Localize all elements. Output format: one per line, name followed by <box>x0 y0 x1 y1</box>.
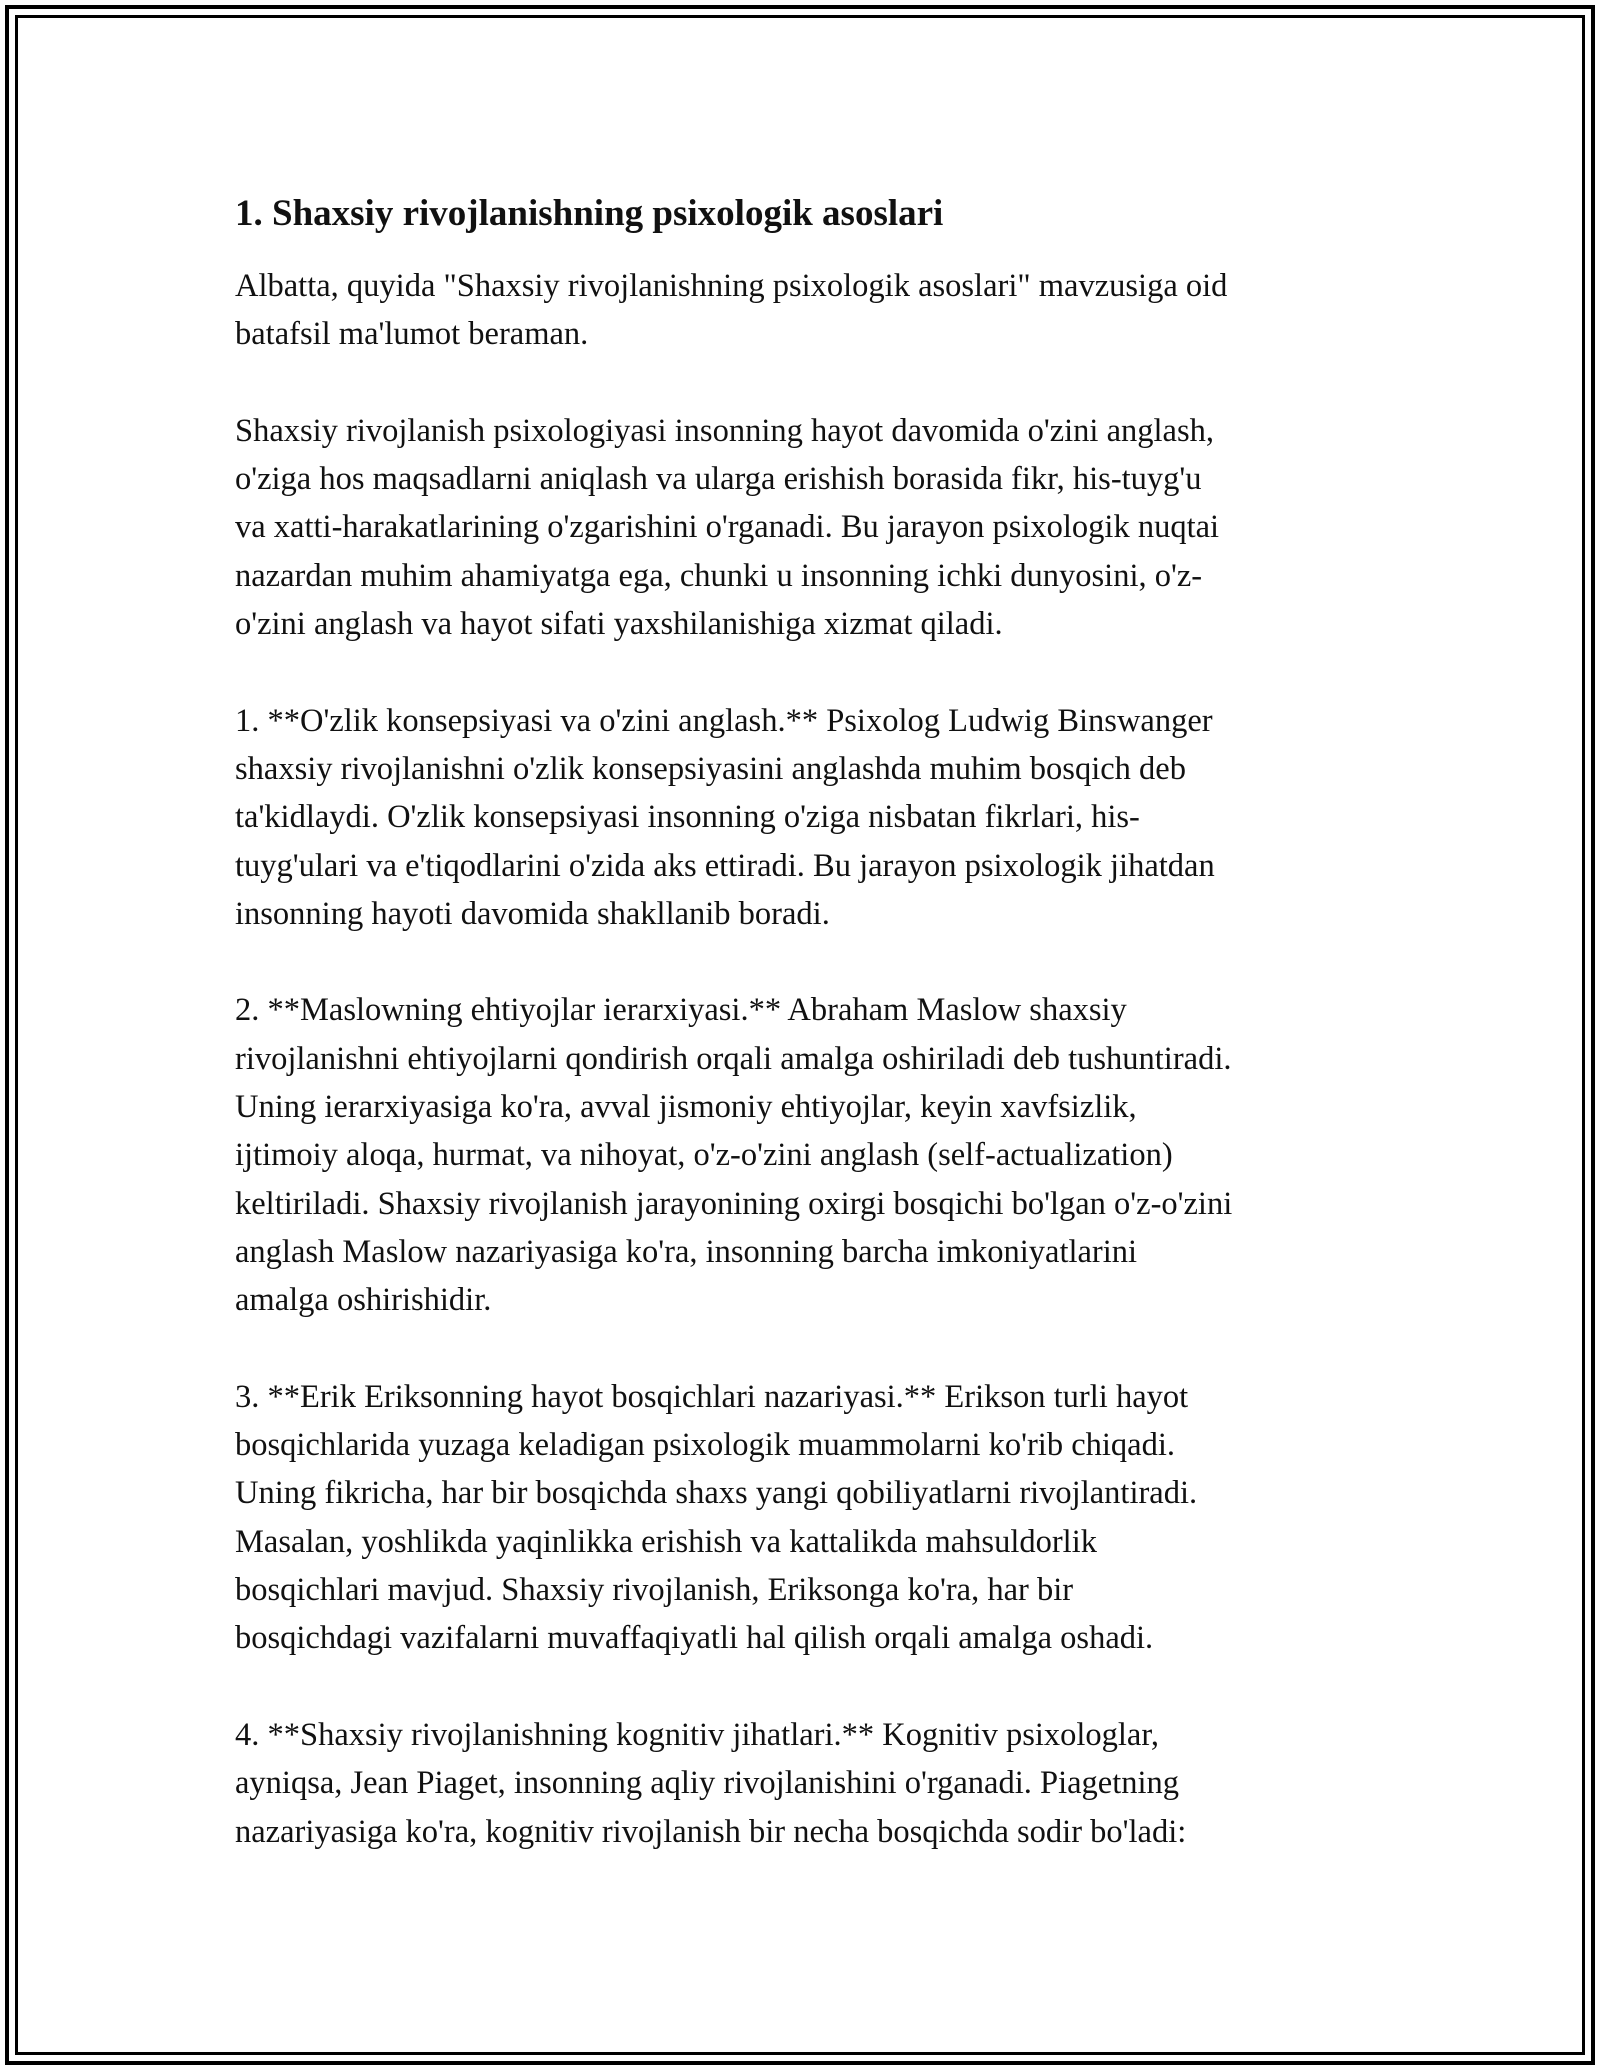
text-line: rivojlanishni ehtiyojlarni qondirish orqali amalga oshiriladi deb tushuntiradi. <box>235 1040 1232 1077</box>
text-line: o'ziga hos maqsadlarni aniqlash va ularga erishish borasida fikr, his-tuyg'u <box>235 461 1202 498</box>
paragraph <box>235 1711 1365 1856</box>
text-line: 3. **Erik Eriksonning hayot bosqichlari nazariyasi.** Erikson turli hayot <box>235 1378 1189 1415</box>
text-line: Uning ierarxiyasiga ko'ra, avval jismoniy ehtiyojlar, keyin xavfsizlik, <box>235 1089 1137 1126</box>
text-line: anglash Maslow nazariyasiga ko'ra, insonning barcha imkoniyatlarini <box>235 1233 1138 1270</box>
text-line: bosqichlari mavjud. Shaxsiy rivojlanish, Eriksonga ko'ra, har bir <box>235 1572 1074 1609</box>
text-line: o'zini anglash va hayot sifati yaxshilanishiga xizmat qiladi. <box>235 606 1003 643</box>
text-line: nazariyasiga ko'ra, kognitiv rivojlanish bir necha bosqichda sodir bo'ladi: <box>235 1813 1187 1850</box>
paragraph <box>235 697 1365 938</box>
text-line: 4. **Shaxsiy rivojlanishning kognitiv jihatlari.** Kognitiv psixologlar, <box>235 1716 1159 1753</box>
text-line: shaxsiy rivojlanishni o'zlik konsepsiyasini anglashda muhim bosqich deb <box>235 750 1186 787</box>
text-line: tuyg'ulari va e'tiqodlarini o'zida aks ettiradi. Bu jarayon psixologik jihatdan <box>235 847 1215 884</box>
text-line: amalga oshirishidir. <box>235 1282 492 1319</box>
text-line: va xatti-harakatlarining o'zgarishini o'rganadi. Bu jarayon psixologik nuqtai <box>235 509 1220 546</box>
document-title: 1. Shaxsiy rivojlanishning psixologik asoslari <box>235 193 944 234</box>
paragraph <box>235 262 1365 359</box>
text-line: bosqichlarida yuzaga keladigan psixologik muammolarni ko'rib chiqadi. <box>235 1427 1175 1464</box>
text-line: Uning fikricha, har bir bosqichda shaxs yangi qobiliyatlarni rivojlantiradi. <box>235 1475 1198 1512</box>
document-body <box>235 190 1365 1904</box>
text-line: batafsil ma'lumot beraman. <box>235 316 589 353</box>
text-line: 2. **Maslowning ehtiyojlar ierarxiyasi.** Abraham Maslow shaxsiy <box>235 992 1127 1029</box>
text-line: 1. **O'zlik konsepsiyasi va o'zini anglash.** Psixolog Ludwig Binswanger <box>235 702 1213 739</box>
text-line: nazardan muhim ahamiyatga ega, chunki u insonning ichki dunyosini, o'z- <box>235 557 1203 594</box>
text-line: ayniqsa, Jean Piaget, insonning aqliy rivojlanishini o'rganadi. Piagetning <box>235 1765 1180 1802</box>
text-line: Shaxsiy rivojlanish psixologiyasi insonning hayot davomida o'zini anglash, <box>235 412 1214 449</box>
paragraph <box>235 407 1365 648</box>
text-line: insonning hayoti davomida shakllanib boradi. <box>235 895 830 932</box>
paragraph <box>235 986 1365 1324</box>
text-line: ijtimoiy aloqa, hurmat, va nihoyat, o'z-o'zini anglash (self-actualization) <box>235 1137 1173 1174</box>
text-line: keltiriladi. Shaxsiy rivojlanish jarayonining oxirgi bosqichi bo'lgan o'z-o'zini <box>235 1185 1233 1222</box>
paragraph <box>235 1373 1365 1663</box>
text-line: Masalan, yoshlikda yaqinlikka erishish va kattalikda mahsuldorlik <box>235 1523 1097 1560</box>
text-line: bosqichdagi vazifalarni muvaffaqiyatli hal qilish orqali amalga oshadi. <box>235 1620 1154 1657</box>
text-line: Albatta, quyida "Shaxsiy rivojlanishning psixologik asoslari" mavzusiga oid <box>235 268 1228 304</box>
paragraph-list <box>235 262 1365 1856</box>
text-line: ta'kidlaydi. O'zlik konsepsiyasi insonning o'ziga nisbatan fikrlari, his- <box>235 799 1140 836</box>
